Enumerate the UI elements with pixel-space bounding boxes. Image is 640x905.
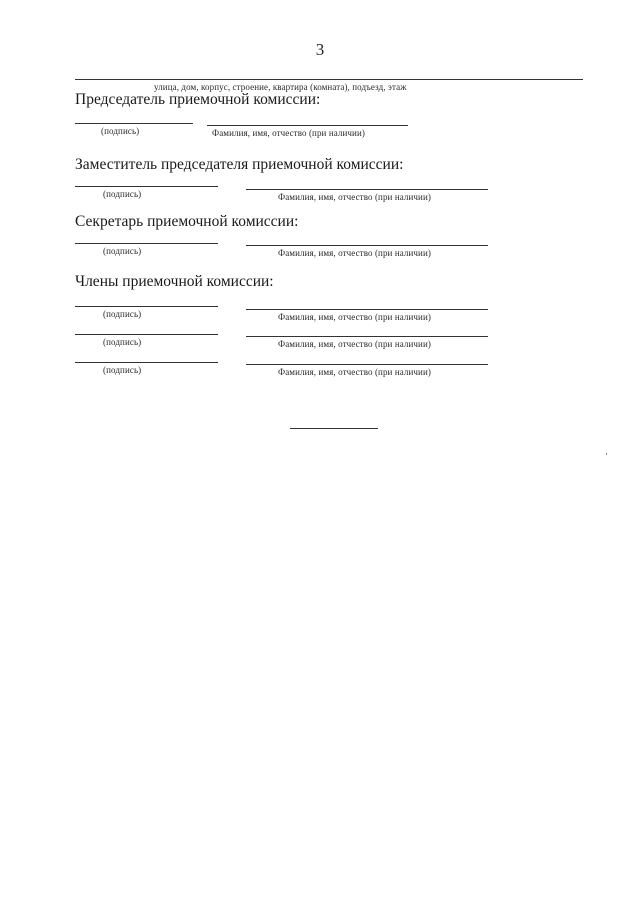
member-signature-caption: (подпись)	[103, 337, 142, 347]
member-name-caption: Фамилия, имя, отчество (при наличии)	[278, 339, 431, 349]
chairman-heading: Председатель приемочной комиссии:	[75, 91, 321, 108]
member-signature-caption: (подпись)	[103, 365, 142, 375]
deputy-signature-line[interactable]	[75, 186, 218, 187]
deputy-name-caption: Фамилия, имя, отчество (при наличии)	[278, 192, 431, 202]
member-name-line[interactable]	[246, 336, 488, 337]
deputy-heading: Заместитель председателя приемочной комиссии:	[75, 156, 404, 173]
members-heading: Члены приемочной комиссии:	[75, 273, 274, 290]
secretary-heading: Секретарь приемочной комиссии:	[75, 213, 299, 230]
member-name-line[interactable]	[246, 309, 488, 310]
address-caption: улица, дом, корпус, строение, квартира (комната), подъезд, этаж	[154, 82, 407, 92]
scan-speck	[606, 453, 607, 455]
address-line	[75, 79, 583, 80]
member-signature-line[interactable]	[75, 306, 218, 307]
member-name-caption: Фамилия, имя, отчество (при наличии)	[278, 312, 431, 322]
deputy-name-line[interactable]	[246, 189, 488, 190]
chairman-name-caption: Фамилия, имя, отчество (при наличии)	[212, 128, 365, 138]
secretary-signature-line[interactable]	[75, 243, 218, 244]
member-signature-caption: (подпись)	[103, 309, 142, 319]
end-separator-line	[290, 428, 378, 429]
page-number: 3	[315, 40, 325, 59]
secretary-signature-caption: (подпись)	[103, 246, 142, 256]
member-name-caption: Фамилия, имя, отчество (при наличии)	[278, 367, 431, 377]
chairman-name-line[interactable]	[207, 125, 408, 126]
secretary-name-line[interactable]	[246, 245, 488, 246]
deputy-signature-caption: (подпись)	[103, 189, 142, 199]
member-signature-line[interactable]	[75, 334, 218, 335]
chairman-signature-caption: (подпись)	[101, 126, 140, 136]
member-signature-line[interactable]	[75, 362, 218, 363]
secretary-name-caption: Фамилия, имя, отчество (при наличии)	[278, 248, 431, 258]
chairman-signature-line[interactable]	[75, 123, 193, 124]
member-name-line[interactable]	[246, 364, 488, 365]
